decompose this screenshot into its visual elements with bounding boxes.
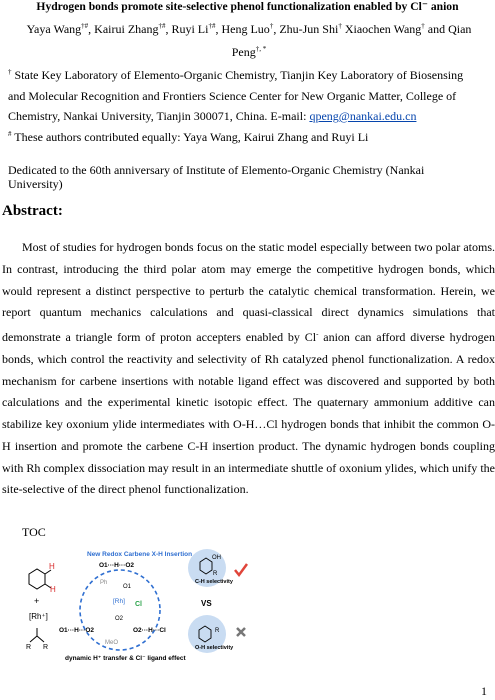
author: Xiaochen Wang† (344, 22, 425, 36)
vs-label: VS (201, 599, 212, 608)
author: Yaya Wang†# (26, 22, 89, 36)
o2-label: O2 (115, 616, 124, 622)
abstract-heading: Abstract: (2, 203, 63, 219)
ch-selectivity-label: C-H selectivity (195, 579, 233, 585)
page-number: 1 (481, 684, 487, 698)
top-hbond: O1···H···O2 (99, 562, 135, 569)
author: Zhu-Jun Shi† (279, 22, 342, 36)
oh-selectivity-label: O-H selectivity (195, 645, 234, 651)
reactant-oh-o: H (49, 562, 55, 571)
ch-r: R (213, 571, 218, 577)
paper-title (0, 0, 495, 14)
plus-sign: + (34, 596, 40, 606)
author: Heng Luo† (221, 22, 274, 36)
rh-catalyst-label: [Rh⁺] (29, 612, 48, 621)
left-hbond: O1···H···O2 (59, 627, 95, 634)
author-list: Yaya Wang†#, Kairui Zhang†#, Ruyi Li†#, Heng Luo†, Zhu-Jun Shi† Xiaochen Wang† and Qian Peng†, * (26, 22, 472, 59)
author: Kairui Zhang†# (94, 22, 166, 36)
cross-icon (237, 628, 245, 636)
dedication: Dedicated to the 60th anniversary of Institute of Elemento-Organic Chemistry (Nankai University) (8, 163, 425, 191)
author: Qian Peng†, * (231, 22, 472, 59)
catalytic-cycle (80, 570, 160, 650)
abstract-body: Most of studies for hydrogen bonds focus on the static model especially between two polar atoms. In contrast, introducing the third polar atom may emerge the competitive hydrogen bonds, which would represent a distinct perspective to perturb the catalytic chemical transformation. Herein, we report quantum mechanics calculations and quasi-classical direct dynamics simulations that demonstrate a triangle form of proton accepters enabled by Cl- anion can afford diverse hydrogen bonds, which control the reactivity and selectivity of Rh catalyzed phenol functionalization. A redox mechanism for carbene insertions with notable ligand effect was discovered and supported by both calculations and the experimental kinetic isotopic effect. The quaternary ammonium additive can stabilize key oxonium ylide intermediates with O-H…Cl hydrogen bonds that inhibit the common O-H insertion and promote the carbene C-H insertion product. The dynamic hydrogen bonds coupling with Rh complex dissociation may result in an intermediate shuttle of oxonium ylides, which unify the site-selective of the direct phenol functionalization. (2, 240, 495, 497)
toc-label: TOC (22, 525, 46, 539)
rh-center: [Rh] (113, 598, 125, 605)
carbene-r-left: R (26, 644, 32, 651)
toc-banner: New Redox Carbene X-H Insertion (87, 551, 193, 558)
meo-label: MeO (105, 640, 119, 646)
title-text: Hydrogen bonds promote site-selective phenol functionalization enabled by Cl⁻ anion (36, 0, 459, 13)
right-hbond: O2···H···Cl (133, 627, 166, 634)
check-icon (235, 564, 247, 575)
reactant-h: H (50, 585, 56, 594)
ph-label: Ph (100, 580, 108, 586)
carbene-reactant (30, 628, 44, 642)
affiliation: † State Key Laboratory of Elemento-Organic Chemistry, Tianjin Key Laboratory of Biosensing and Molecular Recognition and Frontiers Science Center for New Organic Matter, College of Chemistry, Nankai University, Tianjin 300071, China. E-mail: qpeng@nankai.edu.cn (8, 68, 464, 123)
email-link[interactable]: qpeng@nankai.edu.cn (309, 109, 417, 123)
carbene-r-right: R (43, 644, 49, 651)
equal-contribution-note: # These authors contributed equally: Yaya Wang, Kairui Zhang and Ruyi Li (8, 130, 369, 144)
bottom-caption: dynamic H⁺ transfer & Cl⁻ ligand effect (65, 655, 186, 662)
ch-oh: OH (212, 555, 221, 561)
oh-product-r: R (215, 628, 220, 634)
phenol-reactant (29, 569, 51, 589)
o1-label: O1 (123, 584, 132, 590)
toc-graphic (25, 548, 265, 674)
author: Ruyi Li†# (171, 22, 216, 36)
cl-label: Cl (135, 601, 142, 608)
